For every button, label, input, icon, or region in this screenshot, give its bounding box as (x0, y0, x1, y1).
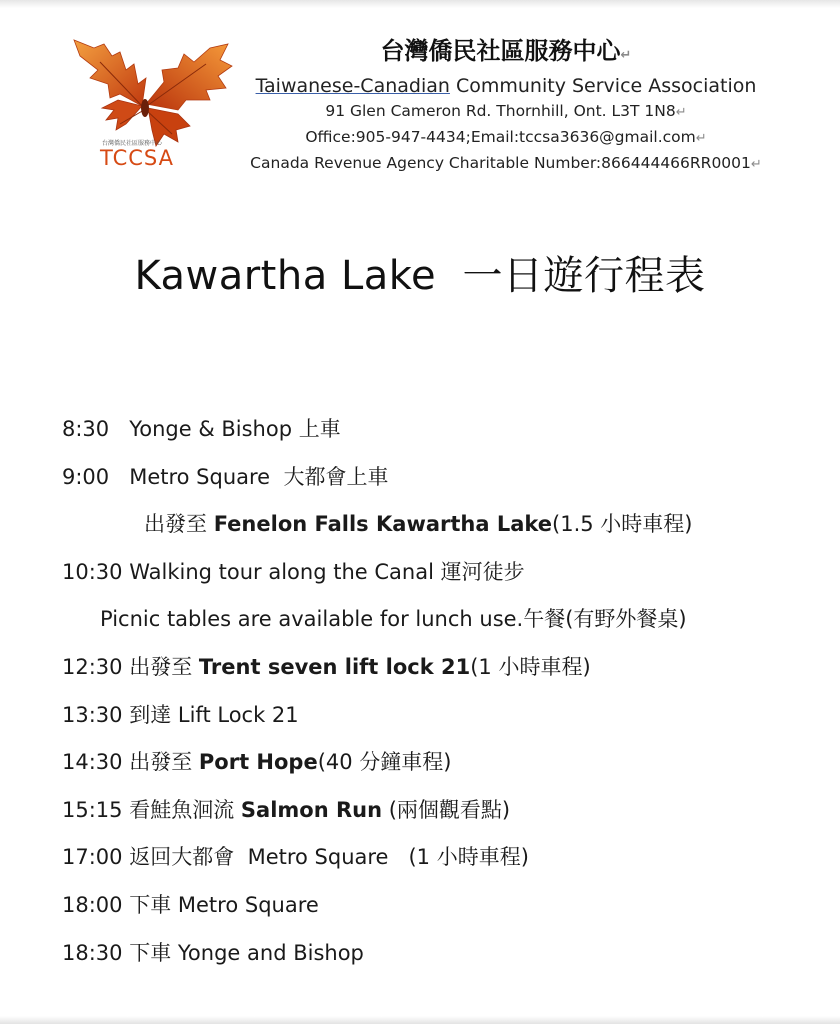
org-name-english: Taiwanese-Canadian Community Service Association (255, 75, 757, 97)
maple-leaf-icon (60, 34, 250, 154)
row-text: Metro Square 大都會上車 (129, 464, 389, 489)
return-mark: ↵ (675, 105, 687, 120)
row-time: 18:30 (62, 940, 123, 965)
row-text: 下車 Yonge and Bishop (129, 940, 364, 965)
return-mark: ↵ (750, 157, 762, 172)
itinerary-row (62, 787, 832, 835)
itinerary-row (62, 549, 832, 597)
row-time: 17:00 (62, 845, 123, 870)
logo-wordmark: TCCSA (100, 146, 175, 170)
row-text: 到達 Lift Lock 21 (129, 702, 299, 727)
row-time: 10:30 (62, 559, 123, 584)
bottom-edge-shade (0, 1016, 840, 1024)
row-text: Picnic tables are available for lunch use.午餐(有野外餐桌) (100, 607, 687, 632)
itinerary-row (62, 644, 832, 692)
row-time: 15:15 (62, 797, 123, 822)
itinerary-row (62, 834, 832, 882)
row-note: (1.5 小時車程) (552, 512, 693, 537)
tccsa-logo (60, 34, 250, 174)
org-name-chinese: 台灣僑民社區服務中心↵ (380, 37, 632, 65)
return-mark: ↵ (620, 48, 632, 63)
row-text: 出發至 (129, 750, 199, 775)
row-destination: Fenelon Falls Kawartha Lake (213, 512, 553, 537)
row-text: 出發至 (144, 512, 214, 537)
organization-header (236, 34, 776, 177)
itinerary-row (62, 882, 832, 930)
row-time: 13:30 (62, 702, 123, 727)
row-destination: Salmon Run (240, 797, 383, 822)
itinerary-row (62, 692, 832, 740)
org-charity-number: Canada Revenue Agency Charitable Number:866444466RR0001↵ (250, 154, 762, 172)
row-note: (兩個觀看點) (382, 797, 511, 822)
org-contact: Office:905-947-4434;Email:tccsa3636@gmail.com↵ (305, 128, 707, 146)
org-address: 91 Glen Cameron Rd. Thornhill, Ont. L3T 1N8↵ (325, 102, 687, 120)
row-note: (1 小時車程) (470, 654, 591, 679)
row-note: (40 分鐘車程) (317, 750, 452, 775)
itinerary-row (62, 930, 832, 978)
itinerary-row (62, 406, 832, 454)
row-time: 12:30 (62, 654, 123, 679)
itinerary-row (62, 596, 832, 644)
itinerary-row (62, 454, 832, 502)
top-edge-shade (0, 0, 840, 8)
row-text: 返回大都會 Metro Square (1 小時車程) (129, 845, 529, 870)
row-destination: Trent seven lift lock 21 (198, 654, 471, 679)
row-text: Walking tour along the Canal 運河徒步 (129, 559, 525, 584)
row-text: 看鮭魚洄流 (129, 797, 241, 822)
row-time: 14:30 (62, 750, 123, 775)
itinerary-row (62, 501, 832, 549)
row-text: 出發至 (129, 654, 199, 679)
page-title: Kawartha Lake 一日遊行程表 (134, 253, 706, 299)
row-text: 下車 Metro Square (129, 892, 319, 917)
org-name-underlined: Taiwanese-Canadian (255, 75, 450, 97)
logo-caption: 台灣僑民社區服務中心 (102, 140, 163, 147)
row-time: 18:00 (62, 892, 123, 917)
itinerary-row (62, 739, 832, 787)
return-mark: ↵ (695, 131, 707, 146)
row-destination: Port Hope (198, 750, 318, 775)
itinerary-list (62, 406, 832, 977)
row-time: 8:30 (62, 417, 110, 441)
row-time: 9:00 (62, 464, 110, 489)
row-text: Yonge & Bishop 上車 (129, 417, 341, 441)
